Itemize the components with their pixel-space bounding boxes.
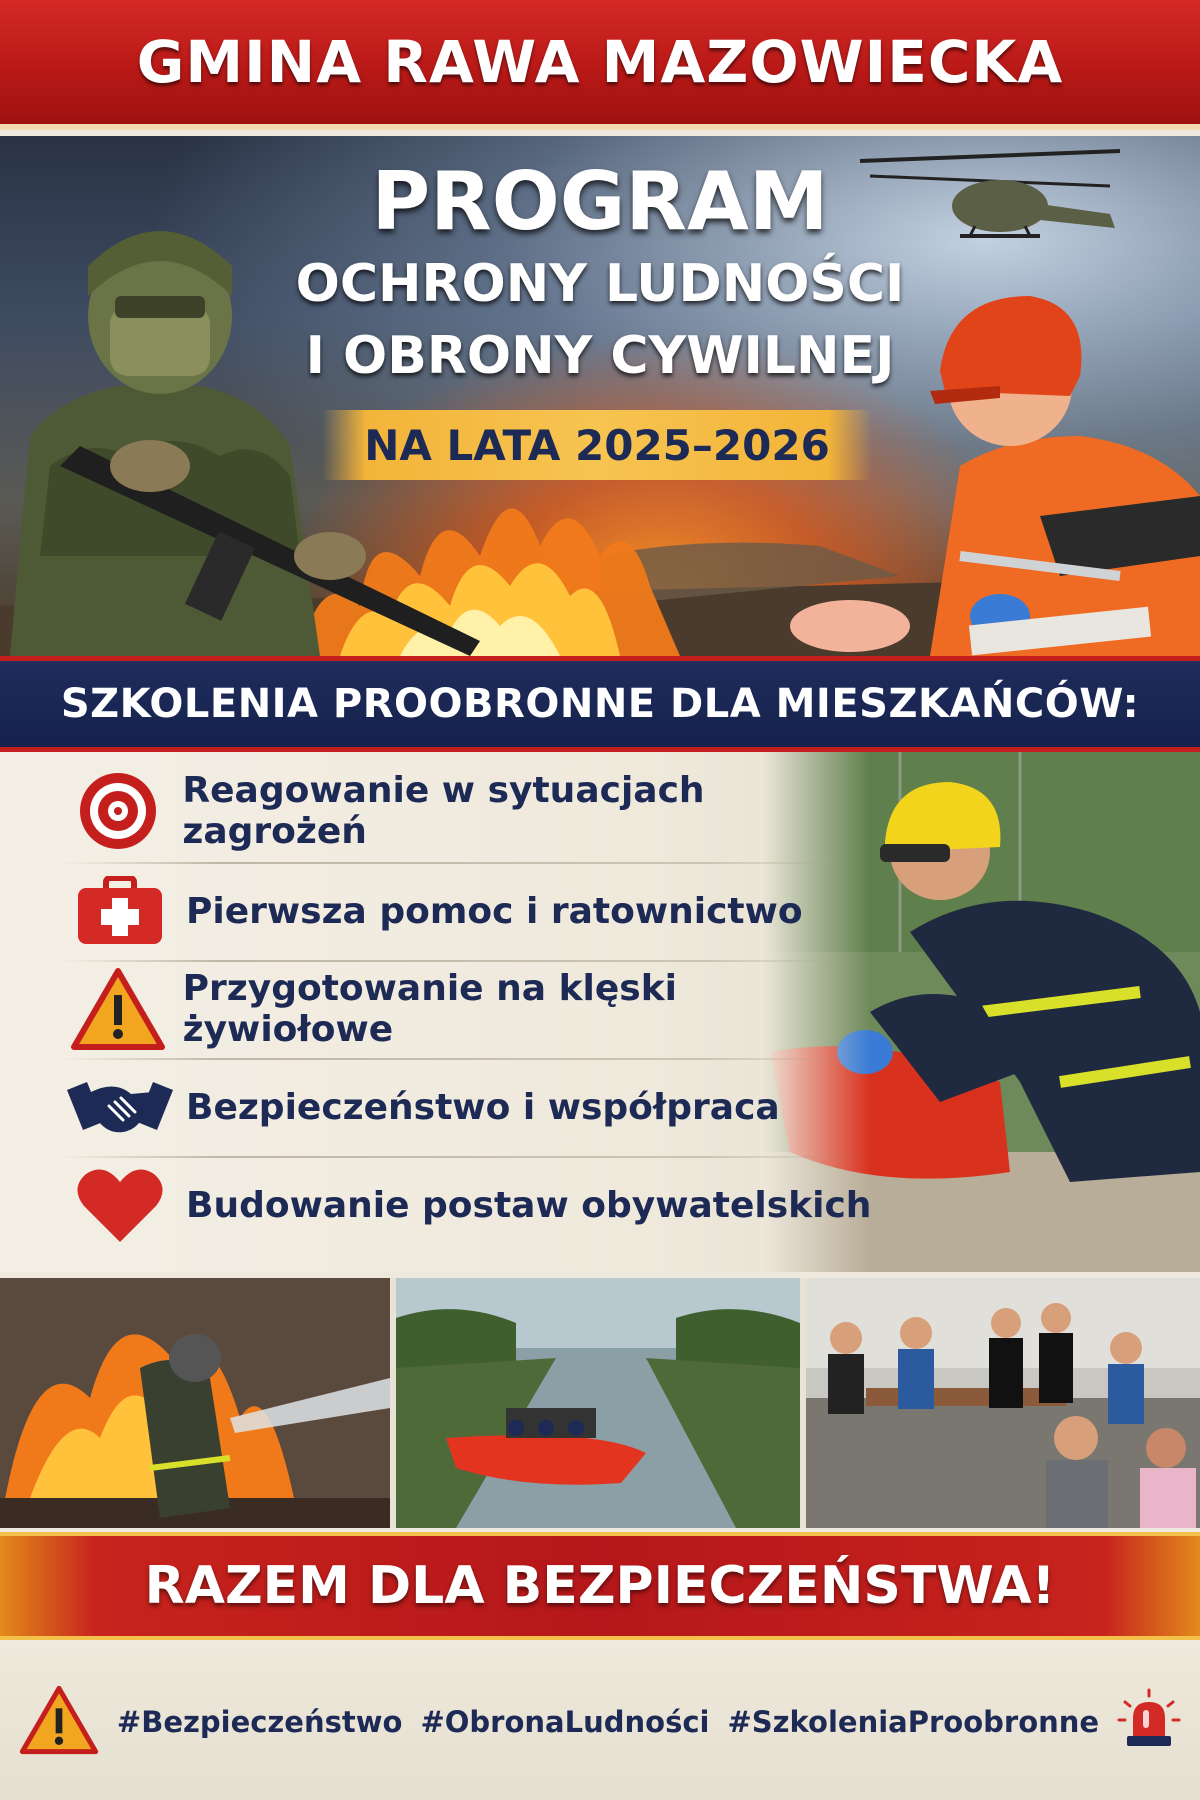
training-list (0, 752, 1200, 1272)
hashtag-row (19, 1685, 1181, 1759)
training-item-label: Pierwsza pomoc i ratownictwo (186, 890, 803, 932)
hashtag: #Bezpieczeństwo (116, 1705, 403, 1739)
hashtag: #SzkoleniaProobronne (727, 1705, 1100, 1739)
slogan-text: RAZEM DLA BEZPIECZEŃSTWA! (144, 1556, 1056, 1616)
hero-section (0, 136, 1200, 656)
training-item-first-aid (60, 862, 880, 960)
hero-title-line3: I OBRONY CYWILNEJ (305, 326, 895, 386)
slogan-banner (0, 1532, 1200, 1640)
municipality-title: GMINA RAWA MAZOWIECKA (136, 28, 1064, 96)
training-item-civic (60, 1156, 880, 1254)
warning-triangle-icon (19, 1685, 99, 1759)
section-title: SZKOLENIA PROOBRONNE DLA MIESZKAŃCÓW: (60, 681, 1140, 727)
warning-triangle-icon (60, 964, 177, 1054)
training-item-disasters (60, 960, 880, 1058)
heart-icon (60, 1160, 180, 1250)
top-banner (0, 0, 1200, 130)
hero-title-line2: OCHRONY LUDNOŚCI (295, 254, 905, 314)
firefighting-photo (0, 1278, 390, 1528)
training-item-label: Budowanie postaw obywatelskich (186, 1184, 872, 1226)
first-aid-kit-icon (60, 866, 180, 956)
target-icon (60, 766, 176, 856)
section-header (0, 656, 1200, 752)
footer (0, 1644, 1200, 1800)
training-item-label: Przygotowanie na klęski żywiołowe (182, 968, 677, 1050)
training-item-label: Bezpieczeństwo i współpraca (186, 1086, 780, 1128)
training-item-label: Reagowanie w sytuacjach zagrożeń (182, 770, 705, 852)
years-ribbon (322, 410, 872, 480)
flood-rescue-boat-photo (396, 1278, 800, 1528)
training-item-cooperation (60, 1058, 880, 1156)
handshake-icon (60, 1062, 180, 1152)
training-item-threats (60, 762, 880, 860)
photo-strip (0, 1278, 1200, 1528)
training-class-photo (806, 1278, 1200, 1528)
siren-icon (1117, 1688, 1181, 1756)
hashtag: #ObronaLudności (420, 1705, 710, 1739)
hero-title-program: PROGRAM (371, 155, 829, 248)
hero-title-block (0, 156, 1200, 392)
years-label: NA LATA 2025–2026 (364, 420, 830, 470)
